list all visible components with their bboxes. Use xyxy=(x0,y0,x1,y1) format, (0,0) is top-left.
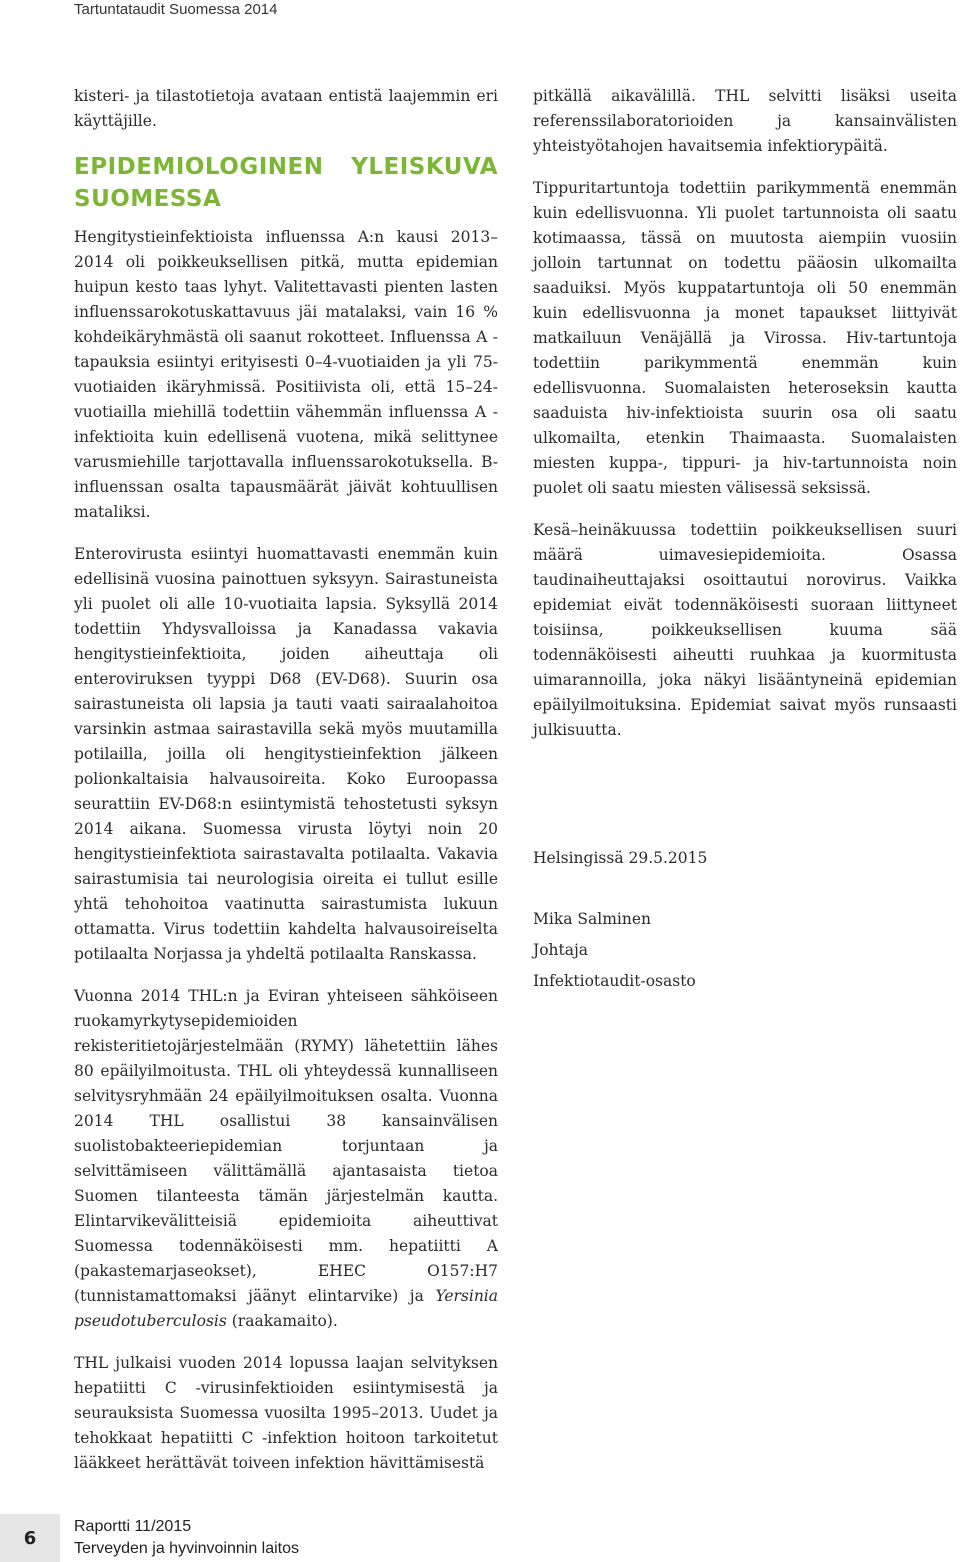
bathing-water-paragraph: Kesä–heinäkuussa todettiin poikkeuksellisen suuri määrä uimavesiepidemioita. Osassa taudinaiheuttajaksi osoittautui norovirus. Vaikka epidemiat eivät todennäköisesti suoraan liittyneet toisiinsa, poikkeuksellisen kuuma sää todennäköisesti aiheutti ruuhkaa ja kuormitusta uimarannoilla, joka näkyi lisääntyneinä epidemian epäilyilmoituksina. Epidemiat saivat myös runsaasti julkisuutta. xyxy=(533,521,957,739)
right-column xyxy=(533,84,957,1000)
species-name: Yersinia pseudotuberculosis xyxy=(74,1287,498,1330)
signature-block xyxy=(533,846,957,994)
section-heading: EPIDEMIOLOGINEN YLEISKUVA SUOMESSA xyxy=(74,154,498,212)
foodborne-paragraph xyxy=(74,984,498,1334)
footer-text xyxy=(74,1516,299,1560)
report-number: Raportti 11/2015 xyxy=(74,1518,192,1535)
spacer xyxy=(533,760,957,846)
foodborne-text-before: Vuonna 2014 THL:n ja Eviran yhteiseen sähköiseen ruokamyrkytysepidemioiden rekisteritietojärjestelmään (RYMY) lähetettiin lähes 80 epäilyilmoitusta. THL oli yhteydessä kunnalliseen selvitysryhmään 24 epäilyilmoituksen osalta. Vuonna 2014 THL osallistui 38 kansainvälisen suolistobakteeriepidemian torjuntaan ja selvittämiseen välittämällä ajantasaista tietoa Suomen tilanteesta tämän järjestelmän kautta. Elintarvikevälitteisiä epidemioita aiheuttivat Suomessa todennäköisesti mm. hepatiitti A (pakastemarjaseokset), EHEC O157:H7 (tunnistamattomaksi jäänyt elintarvike) ja xyxy=(74,987,498,1305)
signature-name: Mika Salminen xyxy=(533,910,651,928)
foodborne-text-after: (raakamaito). xyxy=(226,1312,338,1330)
signature-title: Johtaja xyxy=(533,941,589,959)
page-number: 6 xyxy=(0,1514,60,1562)
left-column xyxy=(74,84,498,1493)
publisher-name: Terveyden ja hyvinvoinnin laitos xyxy=(74,1540,300,1557)
running-header: Tartuntataudit Suomessa 2014 xyxy=(74,1,278,18)
signature-place-date: Helsingissä 29.5.2015 xyxy=(533,849,708,867)
hepatitis-paragraph: THL julkaisi vuoden 2014 lopussa laajan selvityksen hepatiitti C -virusinfektioiden esiintymisestä ja seurauksista Suomessa vuosilta 1995–2013. Uudet ja tehokkaat hepatiitti C -infektion hoitoon tarkoitetut lääkkeet herättävät toiveen infektion hävittämisestä xyxy=(74,1354,498,1472)
page-footer xyxy=(0,1504,960,1562)
influenza-paragraph: Hengitystieinfektioista influenssa A:n kausi 2013–2014 oli poikkeuksellisen pitkä, mutta epidemian huipun kesto taas lyhyt. Valitettavasti pienten lasten influenssarokotuskattavuus jäi matalaksi, vain 16 % kohdeikäryhmästä oli saanut rokotteet. Influenssa A -tapauksia esiintyi erityisesti 0–4-vuotiaiden ja yli 75-vuotiaiden ikäryhmissä. Positiivista oli, että 15–24-vuotiailla miehillä todettiin vähemmän influenssa A -infektioita kuin edellisenä vuotena, mikä selittynee varusmiehille tarjottavalla influenssarokotuksella. B-influenssan osalta tapausmäärät jäivät kohtuullisen mataliksi. xyxy=(74,228,498,521)
intro-paragraph: kisteri- ja tilastotietoja avataan entistä laajemmin eri käyttäjille. xyxy=(74,87,498,130)
enterovirus-paragraph: Enterovirusta esiintyi huomattavasti enemmän kuin edellisinä vuosina painottuen syksyyn. Sairastuneista yli puolet oli alle 10-vuotiaita lapsia. Syksyllä 2014 todettiin Yhdysvalloissa ja Kanadassa vakavia hengitystieinfektioita, joiden aiheuttaja oli enteroviruksen tyyppi D68 (EV-D68). Suurin osa sairastuneista oli lapsia ja tauti vaati sairaalahoitoa varsinkin astmaa sairastavilla sekä myös muutamilla potilailla, joilla oli hengitystieinfektion jälkeen polionkaltaisia halvausoireita. Koko Euroopassa seurattiin EV-D68:n esiintymistä tehostetusti syksyn 2014 aikana. Suomessa virusta löytyi noin 20 hengitystieinfektiota sairastavalta potilaalta. Vakavia sairastumisia tai neurologisia oireita ei tullut esille yhtä tehohoitoa vaatinutta sairastumista lukuun ottamatta. Virus todettiin kahdelta halvausoireiselta potilaalta Norjassa ja yhdeltä potilaalta Ranskassa. xyxy=(74,545,498,963)
sti-paragraph: Tippuritartuntoja todettiin parikymmentä enemmän kuin edellisvuonna. Yli puolet tartunnoista oli saatu kotimaassa, tässä on muutosta aiempiin vuosiin jolloin tartunnat on todettu pääosin ulkomailta saaduiksi. Myös kuppatartuntoja oli 50 enemmän kuin edellisvuonna ja monet tapaukset liittyivät matkailuun Venäjällä ja Virossa. Hiv-tartuntoja todettiin parikymmentä enemmän kuin edellisvuonna. Suomalaisten heteroseksin kautta saaduista hiv-infektioista suurin osa oli saatu ulkomailta, etenkin Thaimaasta. Suomalaisten miesten kuppa-, tippuri- ja hiv-tartunnoista noin puolet oli saatu miesten välisessä seksissä. xyxy=(533,179,957,497)
signature-unit: Infektiotaudit-osasto xyxy=(533,972,696,990)
continuation-paragraph: pitkällä aikavälillä. THL selvitti lisäksi useita referenssilaboratorioiden ja kansainvälisten yhteistyötahojen havaitsemia infektiorypäitä. xyxy=(533,87,957,155)
